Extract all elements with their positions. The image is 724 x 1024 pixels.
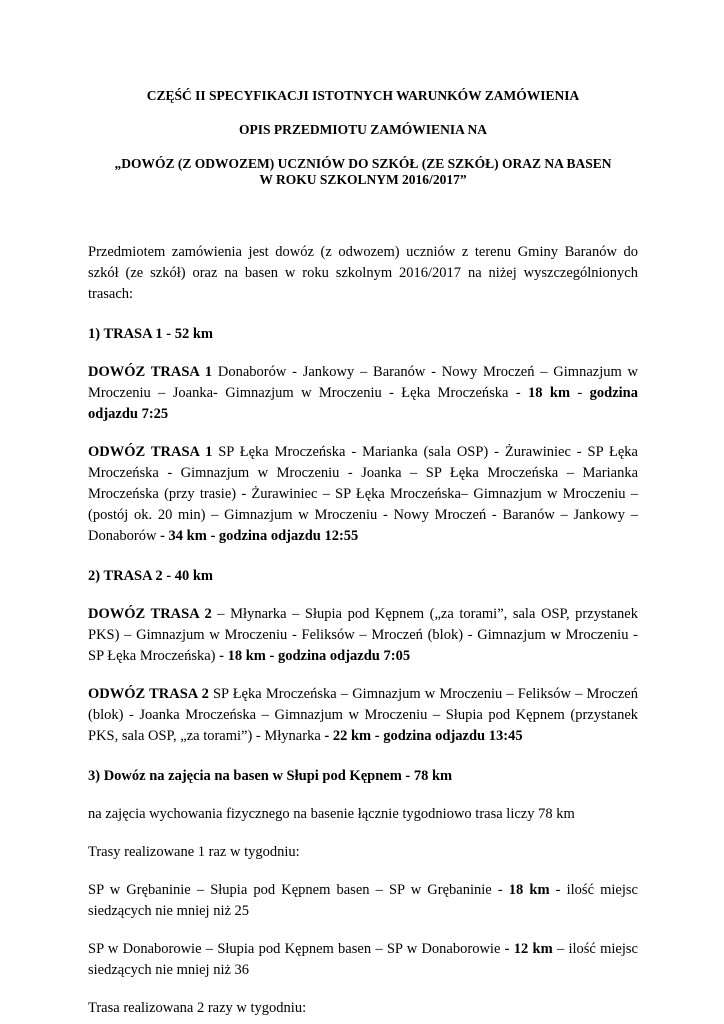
route-2-return-label: ODWÓZ TRASA 2 (88, 686, 209, 702)
route-1-return (88, 442, 638, 547)
order-title-line-2: W ROKU SZKOLNYM 2016/2017” (259, 172, 467, 187)
route-2-return-text: SP Łęka Mroczeńska – Gimnazjum w Mroczeniu – Feliksów – Mroczeń (blok) - Joanka Mroczeńska – Gimnazjum w Mroczeniu – Słupia pod Kępnem (przystanek PKS, sala OSP, „za torami”) - Młynarka (88, 686, 638, 744)
route-2-return (88, 684, 638, 747)
route-1-pickup-text: Donaborów - Jankowy – Baranów - Nowy Mroczeń – Gimnazjum w Mroczeniu – Joanka- Gimnazjum w Mroczeniu - Łęka Mroczeńska - (88, 364, 638, 401)
subject-title: OPIS PRZEDMIOTU ZAMÓWIENIA NA (239, 122, 487, 137)
route-3-grebanin-seats: - ilość miejsc siedzących nie mniej niż 25 (88, 882, 638, 919)
order-title (88, 156, 638, 188)
route-1-pickup (88, 362, 638, 425)
route-1-return-label: ODWÓZ TRASA 1 (88, 444, 213, 460)
route-3-weekly-once: Trasy realizowane 1 raz w tygodniu: (88, 844, 300, 860)
route-1-pickup-distance: 18 km (528, 385, 571, 401)
route-1-pickup-label: DOWÓZ TRASA 1 (88, 364, 213, 380)
route-3-donaborow-distance: - 12 km (504, 941, 553, 957)
route-2-heading: 2) TRASA 2 - 40 km (88, 568, 214, 584)
route-3-donaborow (88, 939, 638, 981)
route-2-pickup-distance-time: - 18 km - godzina odjazdu 7:05 (219, 648, 411, 664)
route-3-description: na zajęcia wychowania fizycznego na basenie łącznie tygodniowo trasa liczy 78 km (88, 806, 575, 822)
route-3-donaborow-seats: – ilość miejsc siedzących nie mniej niż 36 (88, 941, 638, 978)
route-2-return-distance-time: - 22 km - godzina odjazdu 13:45 (324, 728, 523, 744)
part-title: CZĘŚĆ II SPECYFIKACJI ISTOTNYCH WARUNKÓW ZAMÓWIENIA (146, 88, 580, 103)
route-2-pickup-text: – Młynarka – Słupia pod Kępnem („za torami”, sala OSP, przystanek PKS) – Gimnazjum w Mroczeniu - Feliksów – Mroczeń (blok) - Gimnazjum w Mroczeniu - SP Łęka Mroczeńska) (88, 606, 638, 664)
route-3-grebanin-distance: 18 km (508, 882, 550, 898)
route-2-pickup (88, 604, 638, 667)
route-1-return-distance-time: - 34 km - godzina odjazdu 12:55 (160, 528, 359, 544)
order-title-line-1: „DOWÓZ (Z ODWOZEM) UCZNIÓW DO SZKÓŁ (ZE SZKÓŁ) ORAZ NA BASEN (114, 156, 612, 171)
route-2-pickup-label: DOWÓZ TRASA 2 (88, 606, 212, 622)
intro-paragraph: Przedmiotem zamówienia jest dowóz (z odwozem) uczniów z terenu Gminy Baranów do szkół (ze szkół) oraz na basen w roku szkolnym 2016/2017 na niżej wyszczególnionych trasach: (88, 244, 638, 302)
route-3-heading: 3) Dowóz na zajęcia na basen w Słupi pod Kępnem - 78 km (88, 768, 453, 784)
route-3-grebanin-text: SP w Grębaninie – Słupia pod Kępnem basen – SP w Grębaninie - (88, 882, 509, 898)
route-1-return-text: SP Łęka Mroczeńska - Marianka (sala OSP) - Żurawiniec - SP Łęka Mroczeńska - Gimnazjum w Mroczeniu - Joanka – SP Łęka Mroczeńska – Marianka Mroczeńska (przy trasie) - Żurawiniec – SP Łęka Mroczeńska– Gimnazjum w Mroczeniu – (postój ok. 20 min) – Gimnazjum w Mroczeniu - Nowy Mroczeń - Baranów – Jankowy – Donaborów (88, 444, 638, 544)
document-page (88, 0, 638, 1019)
route-1-pickup-time: godzina odjazdu 7:25 (88, 385, 638, 422)
route-3-grebanin (88, 880, 638, 922)
route-1-heading: 1) TRASA 1 - 52 km (88, 326, 214, 342)
route-3-donaborow-text: SP w Donaborowie – Słupia pod Kępnem basen – SP w Donaborowie (88, 941, 505, 957)
route-3-weekly-twice: Trasa realizowana 2 razy w tygodniu: (88, 1000, 307, 1016)
route-1-pickup-sep: - (570, 385, 590, 401)
